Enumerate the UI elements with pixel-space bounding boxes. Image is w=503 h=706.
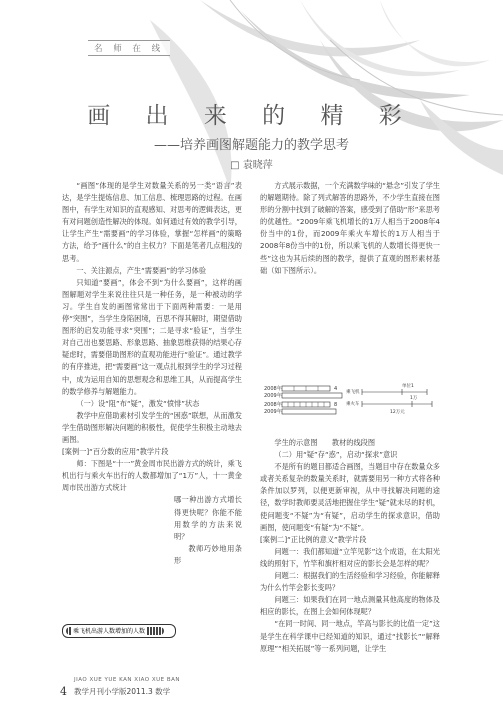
paragraph: 问题二：根据我们的生活经验和学习经验，你能解释为什么竹竿会影长变吗？ [260, 571, 440, 593]
paragraph: 教学中应借助素材引发学生的“困惑”联想，从而激发学生借助图形解决问题的积极性，促使学生积极主动地去画图。 [62, 410, 242, 444]
row-label: 2008年 [264, 402, 282, 408]
value-label: 4 [334, 386, 338, 392]
case-heading: [案例一]“百分数的应用”教学片段 [62, 447, 169, 457]
paragraph: 哪一种出游方式增长得更快呢？你能不能用数学的方法来说明？ [174, 495, 242, 541]
journal-pinyin: JIAO XUE YUE KAN XIAO XUE BAN [74, 677, 181, 683]
row-label: 2008年 [264, 386, 282, 392]
comparison-figure [262, 382, 442, 432]
bar-2009-plane [282, 393, 342, 398]
right-column [260, 180, 440, 277]
units-label: 1万 [410, 396, 418, 401]
subsection-heading: （二）用“疑”存“惑”，启动“探求”意识 [274, 450, 398, 460]
article-subtitle: ——培养画图解题能力的教学思考 [153, 138, 349, 153]
paragraph: 不是所有的题目都适合画图，当题目中存在数量众多或者关系复杂的数量关系时，就需要用另一种方式将各种条件加以罗列，以便更新审视，从中寻找解决问题的途径，数学时教师要灵活地把握住学生“疑”就未尽的时机，使问题变“不疑”为“有疑”，启动学生的探求意识，借助画图，使问题变“有疑”为“不疑”。 [260, 462, 440, 532]
figure-captions: 学生的示意图 教材的线段图 [274, 438, 376, 447]
left-bar-figure [62, 624, 176, 638]
bar-label: 乘飞机出游人数增加的人数 [73, 628, 146, 635]
paragraph: “画图”体现的是学生对数量关系的另一类“语言”表达，是学生提炼信息、加工信息、梳理思路的过程。在画图中，有学生对知识的直观感知、对思考的逻辑表达，更有对问题创造性解决的体现。如何通过有效的教学引导，让学生产生“需要画”的学习体验，掌握“怎样画”的策略方法，给予“画什么”的自主权力？下面是笔者几点粗浅的思考。 [62, 181, 242, 263]
journal-name: 教学月刊小学版2011.3 数学 [74, 687, 171, 696]
author: □ 袁晓萍 [230, 160, 273, 171]
article-title: 画 出 来 的 精 彩 [87, 103, 416, 129]
paragraph: 问题一：我们都知道“立竿见影”这个成语，在太阳光线的照射下，竹竿和旗杆相对应的影长会是怎样的呢？ [260, 546, 440, 568]
page-number: 4 [60, 685, 67, 698]
paragraph: 教师巧妙地用条形 [174, 543, 242, 565]
row-label: 2009年 [264, 393, 282, 399]
right-column-continued [260, 437, 440, 655]
left-column [62, 180, 242, 567]
paragraph: 方式展示数据，一个充满数学味的“悬念”引发了学生的解题期待。除了列式解答的思路外，不少学生直接在图形的分割中找到了破解的答案，感受到了借助“形”来思考的优越性。“2009年乘飞机增长的1万人相当于2008年4份当中的1份，而2009年乘火车增长的1万人相当于2008年8份当中的1份，所以乘飞机的人数增长得更快一些”这也为其后续的图的教学，提供了直观的图形素材基础（如下图所示）。 [260, 181, 440, 275]
section-heading: 一、关注源点，产生“需要画”的学习体验 [76, 265, 207, 275]
paragraph: 问题三：如果我们在同一地点测量其他高度的物体及相应的影长，在图上会如何体现呢？ [260, 595, 440, 617]
paragraph: “在同一时间、同一地点，竿高与影长的比值一定”这是学生在科学课中已经知道的知识，通过“找影长”“解释原理”“相关拓展”等一系列问题，让学生 [260, 619, 440, 653]
train-label: 乘火车 [346, 402, 360, 407]
plane-label: 乘飞机 [346, 390, 360, 395]
total-label: 12万元 [390, 410, 405, 415]
bar-2009-train [282, 409, 336, 414]
unit-label: 单位1 [402, 384, 414, 389]
paragraph: 师：下图是“十一”黄金周市民出游方式的统计，乘飞机出行与乘火车出行的人数都增加了“1万”人，十一黄金周市民出游方式统计 [62, 459, 242, 493]
paragraph: 只知道“要画”，体会不到“为什么要画”，这样的画图解题对学生来说往往只是一种任务，是一种被动的学习。学生自发的画图常常出于下面两种需要：一是用停“突围”，当学生身陷困境，百思不得其解时，期望借助图形的启发功能寻求“突围”；二是寻求“验证”，当学生对自己出也要思路、形象思路、抽象思维获得的结果心存疑虑时，需要借助图形的直观功能进行“验证”。通过教学的有序推进，把“需要画”这一观点扎根到学生的学习过程中，成为运用自知的思想观念和思维工具，从而提高学生的数学修养与解题能力。 [62, 277, 242, 396]
value-label: 8 [334, 402, 338, 408]
row-label: 2009年 [264, 409, 282, 415]
subsection-heading: （一）设“阻”布“疑”，激发“愤悱”状态 [76, 398, 200, 408]
column-tag: 名 师 在 线 [88, 40, 170, 56]
case-heading: [案例二]“正比例的意义”教学片段 [260, 534, 367, 544]
